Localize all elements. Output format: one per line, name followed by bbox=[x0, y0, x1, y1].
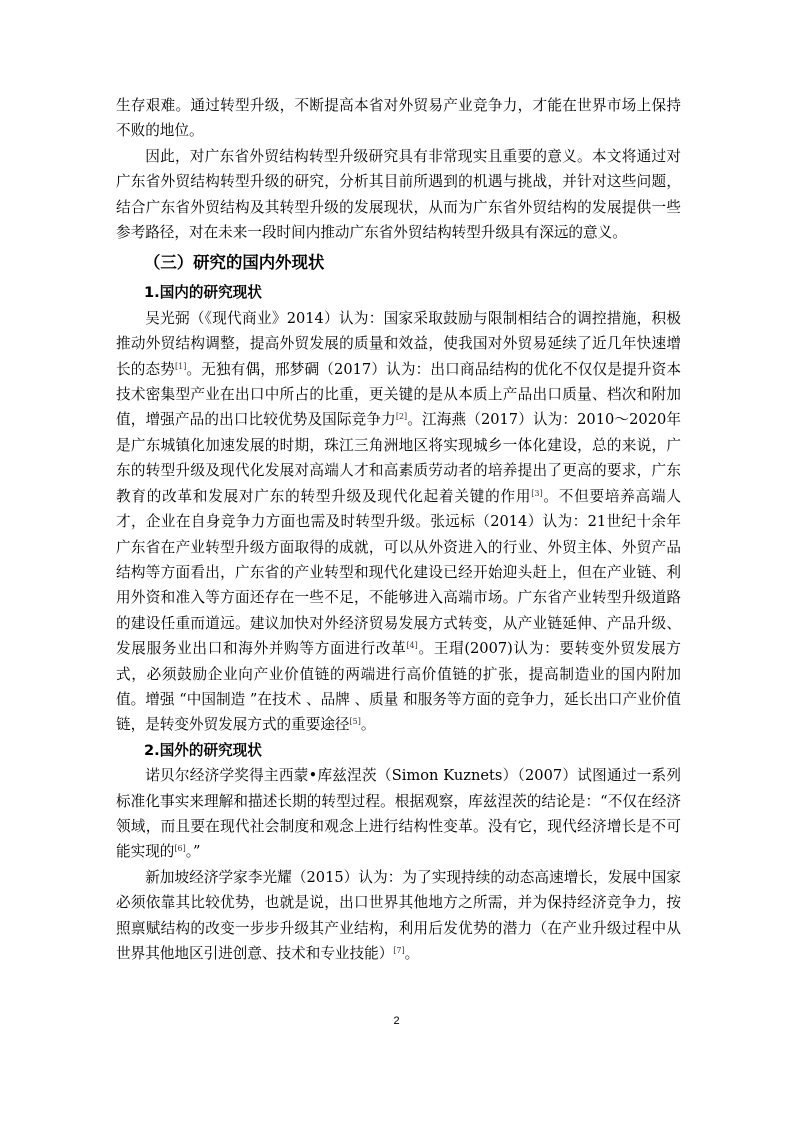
citation-ref-3: [3] bbox=[531, 488, 543, 498]
paragraph-lee-kuan-yew bbox=[116, 865, 681, 967]
text-run: 。江海燕（2017）认为：2010～2020年是广东城镇化加速发展的时期，珠江三角洲地区将实现城乡一体化建设，总的来说，广东的转型升级及现代化发展对高端人才和高素质劳动者的培养提出了更高的要求，广东教育的改革和发展对广东的转型升级及现代化起着关键的作用 bbox=[116, 411, 681, 505]
paragraph-significance: 因此，对广东省外贸结构转型升级研究具有非常现实且重要的意义。本文将通过对广东省外贸结构转型升级的研究，分析其目前所遇到的机遇与挑战，并针对这些问题，结合广东省外贸结构及其转型升级的发展现状，从而为广东省外贸结构的发展提供一些参考路径，对在未来一段时间内推动广东省外贸结构转型升级具有深远的意义。 bbox=[116, 147, 681, 242]
text-run: 新加坡经济学家李光耀（2015）认为：为了实现持续的动态高速增长，发展中国家必须依靠其比较优势，也就是说，出口世界其他地方之所需，并为保持经济竞争力，按照禀赋结构的改变一步步升级其产业结构，利用后发优势的潜力（在产业升级过程中从世界其他地区引进创意、技术和专业技能） bbox=[116, 868, 681, 962]
subheading-domestic-research: 1.国内的研究现状 bbox=[144, 284, 262, 302]
citation-ref-6: [6] bbox=[174, 844, 186, 854]
text-run: 。不但要培养高端人才，企业在自身竞争力方面也需及时转型升级。张远标（2014）认为：21世纪十余年广东省在产业转型升级方面取得的成就，可以从外资进入的行业、外贸主体、外贸产品结构等方面看出，广东省的产业转型和现代化建设已经开始迎头赶上，但在产业链、利用外资和准入等方面还存在一些不足，不能够进入高端市场。广东省产业转型升级道路的建设任重而道远。建议加快对外经济贸易发展方式转变，从产业链延伸、产品升级、发展服务业出口和海外并购等方面进行改革 bbox=[116, 487, 681, 658]
paragraph-kuznets bbox=[116, 763, 681, 865]
subheading-foreign-research: 2.国外的研究现状 bbox=[144, 741, 262, 759]
paragraph-continued: 生存艰难。通过转型升级，不断提高本省对外贸易产业竞争力，才能在世界市场上保持不败的地位。 bbox=[116, 97, 681, 140]
text-run: 吴光弼（《现代商业》2014）认为：国家采取鼓励与限制相结合的调控措施，积极推动外贸结构调整，提高外贸发展的质量和效益，使我国对外贸易延续了近几年快速增长的态势 bbox=[116, 309, 681, 378]
text-run: 。王瑁(2007)认为：要转变外贸发展方式，必须鼓励企业向产业价值链的两端进行高价值链的扩张，提高制造业的国内附加值。增强 “中国制造 ”在技术 、品牌 、质量 和服务等方面的竞争力，延长出口产业价值链，是转变外贸发展方式的重要途径 bbox=[116, 640, 681, 734]
page-content bbox=[116, 93, 681, 966]
page-number: 2 bbox=[393, 1015, 400, 1027]
paragraph-domestic-research bbox=[116, 306, 681, 738]
text-run: 。” bbox=[185, 843, 201, 861]
citation-ref-4: [4] bbox=[406, 641, 418, 651]
citation-ref-1: [1] bbox=[175, 361, 187, 371]
citation-ref-5: [5] bbox=[349, 717, 361, 727]
citation-ref-7: [7] bbox=[393, 946, 405, 955]
text-run: 。 bbox=[404, 945, 420, 962]
text-run: 。无独有偶，邢梦碉（2017）认为：出口商品结构的优化不仅仅是提升资本 技术密集型产业在出口中所占的比重，更关键的是从本质上产品出口质量、档次和附加值，增强产品的出口比较优势及国际竞争力 bbox=[116, 360, 681, 429]
text-run: 。 bbox=[360, 716, 376, 734]
section-heading-research-status: （三）研究的国内外现状 bbox=[144, 253, 325, 273]
citation-ref-2: [2] bbox=[395, 412, 408, 422]
text-run: 诺贝尔经济学奖得主西蒙•库兹涅茨（Simon Kuznets）（2007）试图通过一系列标准化事实来理解和描述长期的转型过程。根据观察，库兹涅茨的结论是：“不仅在经济领域，而且要在现代社会制度和观念上进行结构性变革。没有它，现代经济增长是不可能实现的 bbox=[116, 767, 681, 861]
